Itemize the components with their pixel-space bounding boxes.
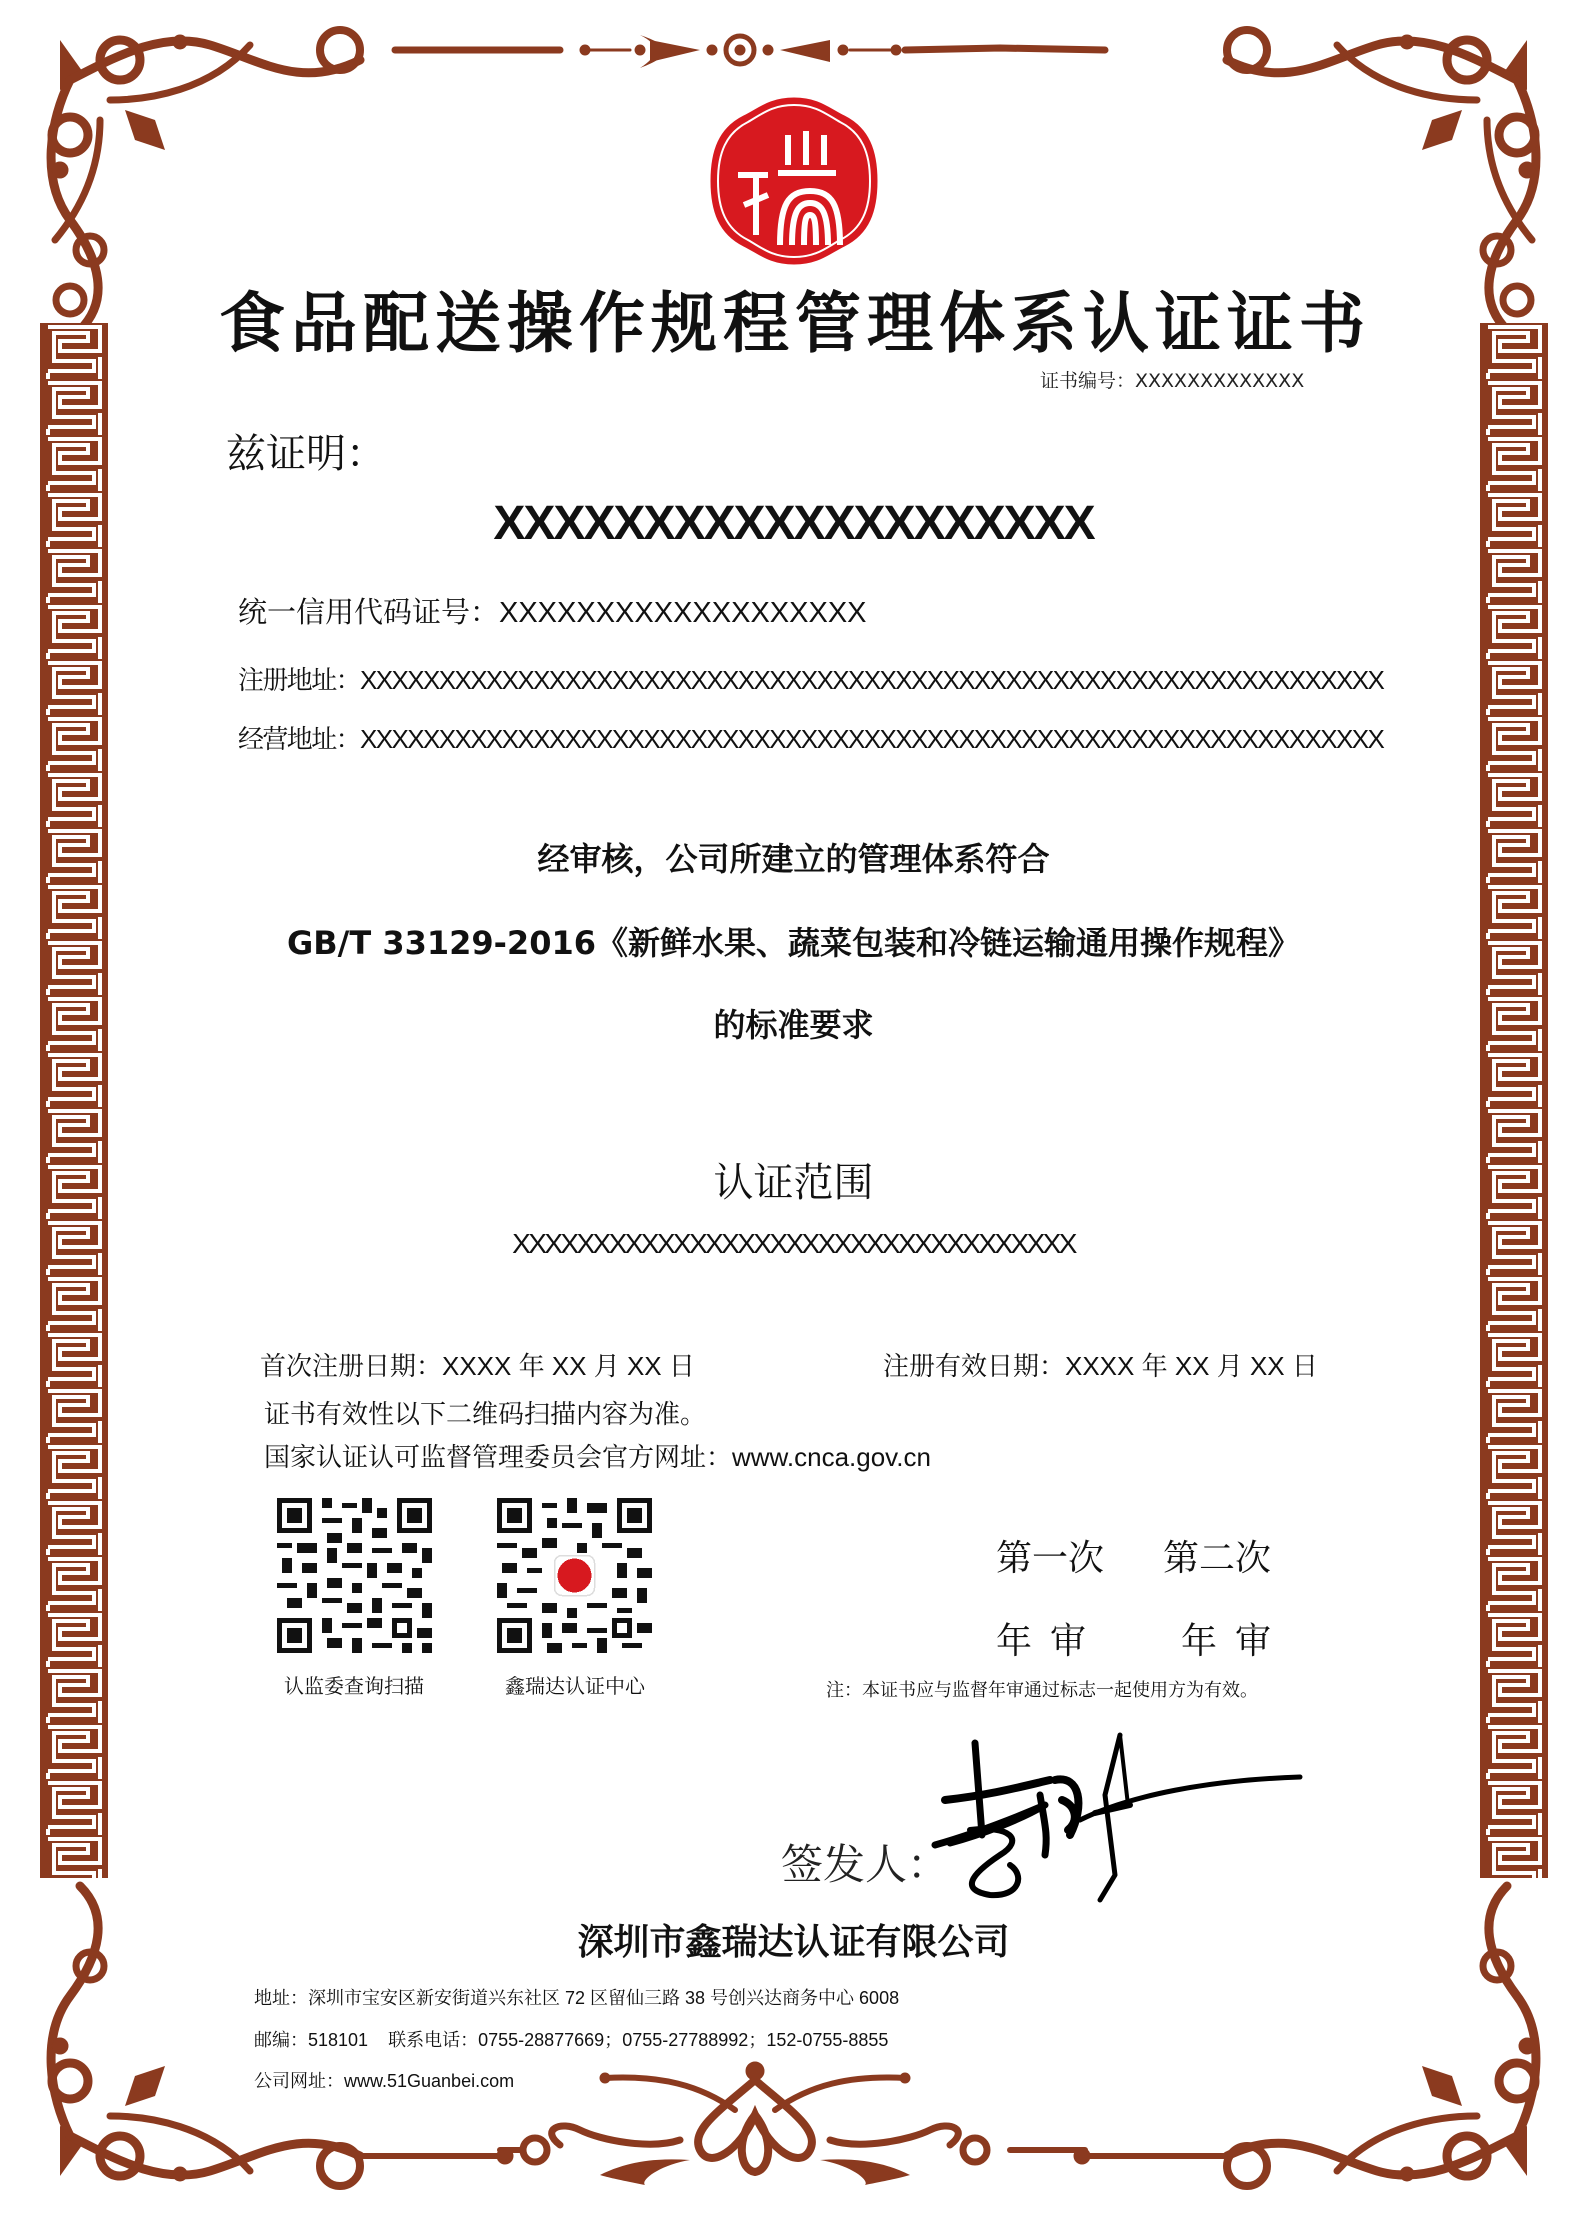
first-annual-review-label: 第一次 xyxy=(996,1538,1105,1579)
certify-label: 兹证明： xyxy=(226,431,386,477)
second-annual-review-label: 第二次 xyxy=(1163,1538,1272,1579)
scope-title: 认证范围 xyxy=(713,1160,874,1206)
certificate-title: 食品配送操作规程管理体系认证证书 xyxy=(219,284,1371,362)
company-name: XXXXXXXXXXXXXXXXXXXX xyxy=(493,497,1094,550)
scope-value: XXXXXXXXXXXXXXXXXXXXXXXXXXXXXXXXXXX xyxy=(512,1228,1075,1259)
footer-address: 地址：深圳市宝安区新安街道兴东社区 72 区留仙三路 38 号创兴达商务中心 6008 xyxy=(254,1988,900,2008)
first-annual-review: 年审 xyxy=(996,1621,1105,1662)
right-fret-border xyxy=(1480,323,1548,1878)
conformity-line-1: 经审核，公司所建立的管理体系符合 xyxy=(537,840,1050,878)
certificate-number: 证书编号：XXXXXXXXXXXXX xyxy=(1040,370,1305,392)
seal-logo-icon xyxy=(708,95,880,267)
footer-postal-phone: 邮编：518101 联系电话：0755-28877669；0755-27788992；152-0755-8855 xyxy=(254,2030,889,2050)
left-fret-border xyxy=(40,323,108,1878)
credit-code: 统一信用代码证号：XXXXXXXXXXXXXXXXXXX xyxy=(238,597,867,629)
footer-website: 公司网址：www.51Guanbei.com xyxy=(254,2071,515,2091)
cnca-website: 国家认证认可监督管理委员会官方网址：www.cnca.gov.cn xyxy=(264,1442,931,1472)
company-qr-label: 鑫瑞达认证中心 xyxy=(505,1674,645,1698)
first-registration-date: 首次注册日期：XXXX 年 XX 月 XX 日 xyxy=(260,1351,695,1381)
issuer-label: 签发人： xyxy=(781,1840,950,1889)
operating-address: 经营地址：XXXXXXXXXXXXXXXXXXXXXXXXXXXXXXXXXXXXXXXXXXXXXXXXXXXXXXXXXXXXXXXXX xyxy=(238,724,1384,754)
conformity-line-3: 的标准要求 xyxy=(713,1006,874,1044)
registered-address: 注册地址：XXXXXXXXXXXXXXXXXXXXXXXXXXXXXXXXXXXXXXXXXXXXXXXXXXXXXXXXXXXXXXXXX xyxy=(238,665,1384,695)
cnca-qr-label: 认监委查询扫描 xyxy=(284,1674,424,1698)
annual-review-note: 注：本证书应与监督年审通过标志一起使用方为有效。 xyxy=(826,1680,1258,1701)
signature-icon xyxy=(930,1725,1310,1905)
company-qr-code-icon xyxy=(492,1493,657,1658)
conformity-standard: GB/T 33129-2016《新鲜水果、蔬菜包装和冷链运输通用操作规程》 xyxy=(287,924,1300,962)
issuing-company: 深圳市鑫瑞达认证有限公司 xyxy=(577,1922,1010,1963)
top-line-ornament xyxy=(395,35,1105,68)
second-annual-review: 年审 xyxy=(1181,1621,1290,1662)
cnca-qr-code-icon xyxy=(272,1493,437,1658)
registration-valid-date: 注册有效日期：XXXX 年 XX 月 XX 日 xyxy=(883,1351,1318,1381)
validity-note: 证书有效性以下二维码扫描内容为准。 xyxy=(264,1399,707,1429)
bottom-center-ornament xyxy=(500,2062,1085,2185)
